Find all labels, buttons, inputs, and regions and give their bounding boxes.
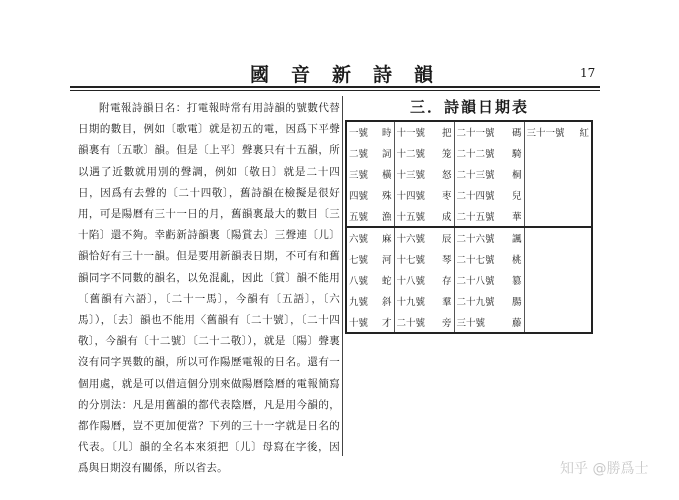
- table-cell: [454, 143, 524, 164]
- table-cell: [394, 205, 454, 227]
- date-number: 二十五號: [456, 211, 495, 223]
- date-number: 四號: [349, 190, 369, 202]
- table-cell: [454, 290, 524, 311]
- rhyme-character: 桐: [511, 169, 522, 181]
- table-row: [346, 227, 592, 249]
- table-cell: [524, 205, 592, 227]
- table-cell: [394, 121, 454, 143]
- table-cell: [394, 164, 454, 185]
- table-row: [346, 143, 592, 164]
- rhyme-character: 漁: [381, 211, 392, 223]
- table-cell: [346, 290, 394, 311]
- table-cell: [524, 290, 592, 311]
- date-number: 十二號: [396, 149, 426, 161]
- date-number: 六號: [349, 234, 369, 246]
- column-divider: [342, 96, 343, 456]
- table-cell: [454, 164, 524, 185]
- date-number: 三號: [349, 169, 369, 181]
- table-cell: [454, 311, 524, 333]
- rhyme-character: 篡: [511, 275, 522, 287]
- rhyme-character: 腸: [511, 296, 522, 308]
- rhyme-character: 河: [381, 255, 392, 267]
- table-cell: [524, 311, 592, 333]
- rhyme-character: 桃: [511, 255, 522, 267]
- table-cell: [394, 184, 454, 205]
- rhyme-date-table: [345, 120, 593, 334]
- table-cell: [454, 205, 524, 227]
- rhyme-character: 辰: [441, 234, 452, 246]
- date-number: 三十號: [456, 317, 486, 329]
- date-number: 一號: [349, 128, 369, 140]
- rhyme-character: 怒: [441, 169, 452, 181]
- date-number: 十七號: [396, 255, 426, 267]
- rhyme-character: 華: [511, 211, 522, 223]
- date-number: 二十七號: [456, 255, 495, 267]
- table-cell: [346, 227, 394, 249]
- table-cell: [394, 249, 454, 270]
- rhyme-character: 兒: [511, 190, 522, 202]
- table-row: [346, 184, 592, 205]
- date-number: 二十一號: [456, 128, 495, 140]
- table-cell: [346, 270, 394, 291]
- rhyme-character: 笼: [441, 149, 452, 161]
- table-cell: [394, 290, 454, 311]
- date-number: 十九號: [396, 296, 426, 308]
- page-number: 17: [580, 66, 596, 80]
- date-number: 十四號: [396, 190, 426, 202]
- table-cell: [454, 121, 524, 143]
- rhyme-character: 殊: [381, 190, 392, 202]
- date-number: 八號: [349, 275, 369, 287]
- date-number: 十號: [349, 317, 369, 329]
- table-cell: [454, 227, 524, 249]
- date-number: 三十一號: [526, 128, 565, 140]
- rhyme-character: 藤: [511, 317, 522, 329]
- rhyme-character: 成: [441, 211, 452, 223]
- date-number: 二十八號: [456, 275, 495, 287]
- date-number: 五號: [349, 211, 369, 223]
- rhyme-character: 把: [441, 128, 452, 140]
- date-number: 二十號: [396, 317, 426, 329]
- table-cell: [346, 311, 394, 333]
- date-number: 十五號: [396, 211, 426, 223]
- table-cell: [524, 270, 592, 291]
- table-row: [346, 164, 592, 185]
- table-cell: [394, 311, 454, 333]
- header-rule: [70, 86, 600, 88]
- table-cell: [346, 184, 394, 205]
- table-cell: [524, 227, 592, 249]
- table-cell: [454, 184, 524, 205]
- date-number: 二十四號: [456, 190, 495, 202]
- date-number: 十八號: [396, 275, 426, 287]
- rhyme-character: 時: [381, 128, 392, 140]
- body-paragraph: 附電報詩韻日名：打電報時常有用詩韻的號數代替日期的數目，例如〔歌電〕就是初五的電，因爲下平聲韻裏有〔五歌〕韻。但是〔上平〕聲裏只有十五韻，所以遇了近數就用別的聲調，例如〔敬日〕就是二十四日，因爲有去聲的〔二十四敬〕，舊詩韻在檢擬是很好用，可是陽曆有三十一日的月，舊韻裏最大的數目〔三十陷〕還不夠。幸虧新詩韻裏〔陽賞去〕三聲連〔儿〕韻恰好有三十一韻。但是要用新韻表日期，不可有和舊韻同字不同數的韻名，以免混亂，因此〔賞〕韻不能用〔舊韻有六語〕，〔二十一馬〕，今韻有〔五語〕，〔六馬〕），〔去〕韻也不能用〈舊韻有〔二十號〕，〔二十四敬〕，今韻有〔十二號〕〔二十二敬〕），就是〔陽〕聲裏沒有同字異數的韻，所以可作陽歷電報的日名。還有一個用處，就是可以借這個分別來做陽曆陰曆的電報簡寫的分別法：凡是用舊韻的都代表陰曆，凡是用今韻的，都作陽曆，豈不更加便當？下列的三十一字就是日名的代表。〔儿〕韻的全名本來須把〔儿〕母寫在字後，因爲與日期沒有關係，所以省去。: [78, 102, 340, 475]
- table-cell: [524, 121, 592, 143]
- rhyme-character: 琴: [441, 255, 452, 267]
- table-cell: [524, 164, 592, 185]
- table-cell: [454, 270, 524, 291]
- table-cell: [346, 143, 394, 164]
- table-title: 三．詩韻日期表: [410, 98, 530, 116]
- date-number: 十六號: [396, 234, 426, 246]
- date-number: 九號: [349, 296, 369, 308]
- rhyme-character: 諷: [511, 234, 522, 246]
- date-number: 十一號: [396, 128, 426, 140]
- table-cell: [524, 249, 592, 270]
- rhyme-character: 枣: [441, 190, 452, 202]
- rhyme-character: 存: [441, 275, 452, 287]
- date-number: 二十六號: [456, 234, 495, 246]
- table-cell: [346, 249, 394, 270]
- date-number: 二十二號: [456, 149, 495, 161]
- rhyme-character: 碼: [511, 128, 522, 140]
- table-row: [346, 270, 592, 291]
- date-number: 七號: [349, 255, 369, 267]
- rhyme-character: 麻: [381, 234, 392, 246]
- table-row: [346, 249, 592, 270]
- table-cell: [346, 164, 394, 185]
- rhyme-character: 騎: [511, 149, 522, 161]
- date-number: 二十三號: [456, 169, 495, 181]
- page-header-title: 國音新詩韻: [250, 64, 456, 86]
- table-cell: [524, 184, 592, 205]
- table-row: [346, 121, 592, 143]
- table-cell: [524, 143, 592, 164]
- table-cell: [394, 270, 454, 291]
- rhyme-character: 斜: [381, 296, 392, 308]
- table-cell: [346, 121, 394, 143]
- date-number: 二十九號: [456, 296, 495, 308]
- table-row: [346, 290, 592, 311]
- rhyme-character: 蛇: [381, 275, 392, 287]
- table-row: [346, 205, 592, 227]
- date-number: 二號: [349, 149, 369, 161]
- table-cell: [394, 227, 454, 249]
- rhyme-character: 羣: [441, 296, 452, 308]
- rhyme-character: 才: [381, 317, 392, 329]
- rhyme-character: 橫: [381, 169, 392, 181]
- date-number: 十三號: [396, 169, 426, 181]
- table-cell: [346, 205, 394, 227]
- watermark: 知乎 @勝爲士: [560, 461, 649, 477]
- header-rule-thin: [70, 90, 600, 91]
- rhyme-character: 詞: [381, 149, 392, 161]
- table-cell: [454, 249, 524, 270]
- table-row: [346, 311, 592, 333]
- rhyme-character: 旁: [441, 317, 452, 329]
- table-cell: [394, 143, 454, 164]
- rhyme-character: 紅: [579, 128, 589, 140]
